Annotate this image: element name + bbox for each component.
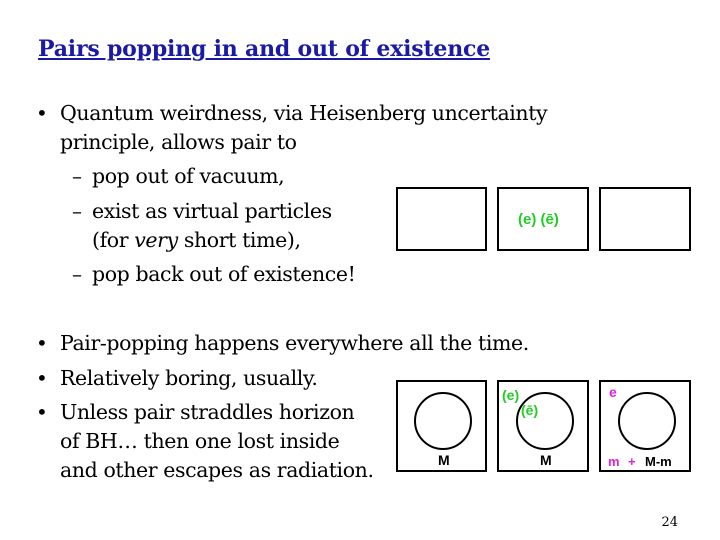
bullet-glyph: • <box>36 366 48 390</box>
mass-label: M <box>438 452 450 468</box>
sub-bullet-2-line-2 <box>92 228 301 252</box>
page-number: 24 <box>661 515 678 530</box>
sub-bullet-2-line-1: exist as virtual particles <box>92 199 332 223</box>
virtual-pair-label: (e) (ē) <box>518 211 559 228</box>
black-hole-horizon-circle <box>618 392 676 450</box>
particle-outside-label: (e) <box>502 387 520 403</box>
slide-title: Pairs popping in and out of existence <box>38 36 491 62</box>
particle-inside-label: (ē) <box>521 402 539 418</box>
emphasis-text: very <box>134 228 178 252</box>
escaped-particle-label: e <box>609 384 617 400</box>
black-hole-horizon-circle <box>414 392 472 450</box>
dash-glyph: – <box>72 262 82 286</box>
vacuum-box-pair <box>497 187 589 251</box>
bullet-4-line-2: of BH… then one lost inside <box>60 429 340 453</box>
bullet-4-line-1: Unless pair straddles horizon <box>60 400 355 424</box>
sub-bullet-3: pop back out of existence! <box>92 262 356 286</box>
black-hole-box-1 <box>396 380 487 472</box>
sub-bullet-1: pop out of vacuum, <box>92 164 285 188</box>
bullet-glyph: • <box>36 331 48 355</box>
vacuum-box-empty-after <box>599 187 691 251</box>
vacuum-box-empty-before <box>396 187 487 251</box>
bullet-1-line-1: Quantum weirdness, via Heisenberg uncertainty <box>60 101 548 125</box>
plus-sign: + <box>628 454 636 469</box>
bullet-4-line-3: and other escapes as radiation. <box>60 458 374 482</box>
bullet-3: Relatively boring, usually. <box>60 366 318 390</box>
dash-glyph: – <box>72 164 82 188</box>
mass-label: M <box>540 452 552 468</box>
black-hole-box-2 <box>497 380 589 472</box>
text-fragment: (for <box>92 228 135 252</box>
dash-glyph: – <box>72 199 82 223</box>
text-fragment: short time), <box>177 228 301 252</box>
bullet-glyph: • <box>36 400 48 424</box>
remaining-mass-label: M-m <box>645 454 672 469</box>
bullet-1-line-2: principle, allows pair to <box>60 130 297 154</box>
bullet-2: Pair-popping happens everywhere all the time. <box>60 331 529 355</box>
black-hole-box-3 <box>599 380 691 472</box>
black-hole-horizon-circle <box>516 392 574 450</box>
bullet-glyph: • <box>36 101 48 125</box>
escaped-mass-label: m <box>608 454 620 469</box>
